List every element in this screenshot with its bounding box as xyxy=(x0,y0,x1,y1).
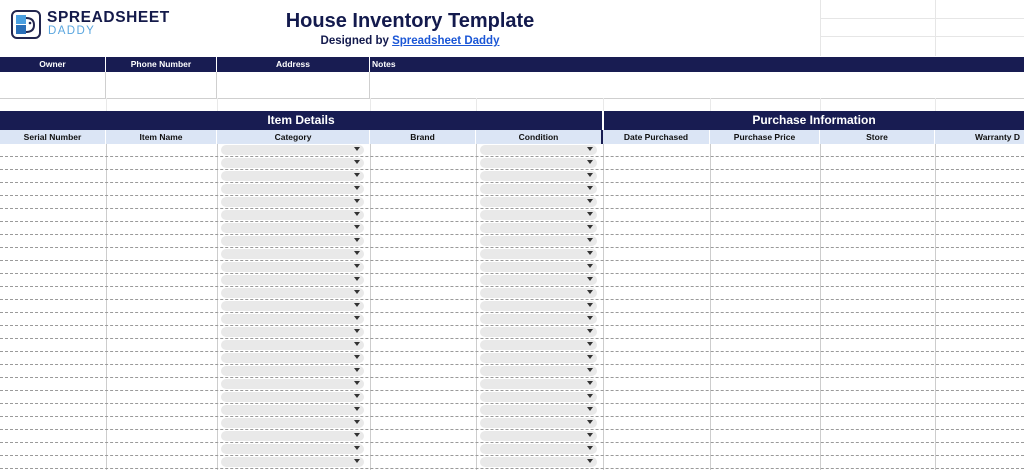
table-row[interactable] xyxy=(0,300,1024,313)
category-dropdown[interactable] xyxy=(221,340,364,350)
dropdown-arrow-icon xyxy=(587,160,593,164)
brand-subname: DADDY xyxy=(48,25,96,37)
category-dropdown[interactable] xyxy=(221,197,364,207)
category-dropdown[interactable] xyxy=(221,158,364,168)
dropdown-arrow-icon xyxy=(587,225,593,229)
dropdown-arrow-icon xyxy=(587,290,593,294)
condition-dropdown[interactable] xyxy=(480,288,597,298)
condition-dropdown[interactable] xyxy=(480,275,597,285)
dropdown-arrow-icon xyxy=(587,381,593,385)
notes-column-header: Notes xyxy=(372,59,396,69)
dropdown-arrow-icon xyxy=(354,446,360,450)
condition-dropdown[interactable] xyxy=(480,197,597,207)
condition-dropdown[interactable] xyxy=(480,210,597,220)
address-column-header: Address xyxy=(217,57,370,72)
table-row[interactable] xyxy=(0,443,1024,456)
category-dropdown[interactable] xyxy=(221,314,364,324)
category-dropdown[interactable] xyxy=(221,262,364,272)
condition-dropdown[interactable] xyxy=(480,444,597,454)
category-dropdown[interactable] xyxy=(221,301,364,311)
category-dropdown[interactable] xyxy=(221,444,364,454)
dropdown-arrow-icon xyxy=(354,225,360,229)
category-dropdown[interactable] xyxy=(221,145,364,155)
dropdown-arrow-icon xyxy=(587,238,593,242)
spreadsheet-daddy-logo-icon xyxy=(11,10,41,39)
category-dropdown[interactable] xyxy=(221,184,364,194)
table-row[interactable] xyxy=(0,209,1024,222)
condition-dropdown[interactable] xyxy=(480,249,597,259)
dropdown-arrow-icon xyxy=(354,355,360,359)
item-name-column-header: Item Name xyxy=(106,130,217,144)
category-dropdown[interactable] xyxy=(221,223,364,233)
category-dropdown[interactable] xyxy=(221,249,364,259)
table-row[interactable] xyxy=(0,430,1024,443)
store-column-header: Store xyxy=(820,130,935,144)
condition-dropdown[interactable] xyxy=(480,301,597,311)
owner-input-row xyxy=(0,72,1024,99)
dropdown-arrow-icon xyxy=(354,329,360,333)
category-dropdown[interactable] xyxy=(221,236,364,246)
category-dropdown[interactable] xyxy=(221,275,364,285)
table-row[interactable] xyxy=(0,352,1024,365)
dropdown-arrow-icon xyxy=(354,251,360,255)
item-details-section-header: Item Details xyxy=(0,111,602,130)
condition-dropdown[interactable] xyxy=(480,353,597,363)
table-row[interactable] xyxy=(0,339,1024,352)
condition-dropdown[interactable] xyxy=(480,457,597,467)
category-dropdown[interactable] xyxy=(221,457,364,467)
table-row[interactable] xyxy=(0,261,1024,274)
table-row[interactable] xyxy=(0,365,1024,378)
spreadsheet-daddy-link[interactable]: Spreadsheet Daddy xyxy=(392,35,500,47)
table-row[interactable] xyxy=(0,248,1024,261)
table-row[interactable] xyxy=(0,404,1024,417)
condition-column-header: Condition xyxy=(476,130,603,144)
condition-dropdown[interactable] xyxy=(480,418,597,428)
dropdown-arrow-icon xyxy=(587,212,593,216)
table-row[interactable] xyxy=(0,144,1024,157)
date-purchased-column-header: Date Purchased xyxy=(603,130,710,144)
table-row[interactable] xyxy=(0,157,1024,170)
condition-dropdown[interactable] xyxy=(480,379,597,389)
dropdown-arrow-icon xyxy=(354,212,360,216)
address-cell[interactable] xyxy=(217,72,370,98)
column-header-row xyxy=(0,130,1024,144)
owner-column-header: Owner xyxy=(0,57,106,72)
brand-name: SPREADSHEET xyxy=(47,9,170,26)
condition-dropdown[interactable] xyxy=(480,431,597,441)
dropdown-arrow-icon xyxy=(587,459,593,463)
table-row[interactable] xyxy=(0,274,1024,287)
condition-dropdown[interactable] xyxy=(480,171,597,181)
table-row[interactable] xyxy=(0,196,1024,209)
notes-cell[interactable] xyxy=(370,72,1024,98)
dropdown-arrow-icon xyxy=(587,433,593,437)
table-row[interactable] xyxy=(0,391,1024,404)
condition-dropdown[interactable] xyxy=(480,392,597,402)
dropdown-arrow-icon xyxy=(354,407,360,411)
table-row[interactable] xyxy=(0,313,1024,326)
phone-number-column-header: Phone Number xyxy=(106,57,217,72)
dropdown-arrow-icon xyxy=(587,277,593,281)
category-dropdown[interactable] xyxy=(221,327,364,337)
dropdown-arrow-icon xyxy=(587,251,593,255)
dropdown-arrow-icon xyxy=(587,329,593,333)
dropdown-arrow-icon xyxy=(354,459,360,463)
dropdown-arrow-icon xyxy=(587,303,593,307)
category-dropdown[interactable] xyxy=(221,392,364,402)
owner-cell[interactable] xyxy=(0,72,106,98)
dropdown-arrow-icon xyxy=(354,147,360,151)
dropdown-arrow-icon xyxy=(354,186,360,190)
dropdown-arrow-icon xyxy=(587,394,593,398)
category-dropdown[interactable] xyxy=(221,418,364,428)
condition-dropdown[interactable] xyxy=(480,158,597,168)
dropdown-arrow-icon xyxy=(587,420,593,424)
warranty-column-header: Warranty D xyxy=(975,132,1021,142)
brand-column-header: Brand xyxy=(370,130,476,144)
dropdown-arrow-icon xyxy=(587,264,593,268)
dropdown-arrow-icon xyxy=(587,316,593,320)
category-dropdown[interactable] xyxy=(221,171,364,181)
dropdown-arrow-icon xyxy=(354,368,360,372)
dropdown-arrow-icon xyxy=(354,316,360,320)
table-row[interactable] xyxy=(0,287,1024,300)
category-dropdown[interactable] xyxy=(221,405,364,415)
dropdown-arrow-icon xyxy=(354,160,360,164)
table-row[interactable] xyxy=(0,326,1024,339)
sheet-header xyxy=(0,0,1024,56)
condition-dropdown[interactable] xyxy=(480,223,597,233)
page-subtitle xyxy=(200,34,620,48)
page-title: House Inventory Template xyxy=(285,10,535,32)
dropdown-arrow-icon xyxy=(354,342,360,346)
condition-dropdown[interactable] xyxy=(480,262,597,272)
owner-header-row xyxy=(0,57,1024,72)
table-row[interactable] xyxy=(0,417,1024,430)
dropdown-arrow-icon xyxy=(354,199,360,203)
dropdown-arrow-icon xyxy=(354,433,360,437)
dropdown-arrow-icon xyxy=(354,264,360,268)
subtitle-prefix: Designed by xyxy=(320,35,393,47)
dropdown-arrow-icon xyxy=(587,147,593,151)
condition-dropdown[interactable] xyxy=(480,366,597,376)
inventory-grid[interactable] xyxy=(0,144,1024,470)
dropdown-arrow-icon xyxy=(587,342,593,346)
condition-dropdown[interactable] xyxy=(480,314,597,324)
dropdown-arrow-icon xyxy=(354,303,360,307)
table-row[interactable] xyxy=(0,378,1024,391)
table-row[interactable] xyxy=(0,222,1024,235)
dropdown-arrow-icon xyxy=(354,277,360,281)
purchase-price-column-header: Purchase Price xyxy=(710,130,820,144)
dropdown-arrow-icon xyxy=(354,420,360,424)
table-row[interactable] xyxy=(0,183,1024,196)
dropdown-arrow-icon xyxy=(354,238,360,242)
table-row[interactable] xyxy=(0,456,1024,469)
phone-number-cell[interactable] xyxy=(106,72,217,98)
dropdown-arrow-icon xyxy=(587,199,593,203)
dropdown-arrow-icon xyxy=(354,173,360,177)
condition-dropdown[interactable] xyxy=(480,184,597,194)
dropdown-arrow-icon xyxy=(587,446,593,450)
category-column-header: Category xyxy=(217,130,370,144)
category-dropdown[interactable] xyxy=(221,379,364,389)
table-row[interactable] xyxy=(0,170,1024,183)
dropdown-arrow-icon xyxy=(354,381,360,385)
dropdown-arrow-icon xyxy=(354,394,360,398)
dropdown-arrow-icon xyxy=(587,186,593,190)
dropdown-arrow-icon xyxy=(587,407,593,411)
table-row[interactable] xyxy=(0,235,1024,248)
category-dropdown[interactable] xyxy=(221,353,364,363)
dropdown-arrow-icon xyxy=(587,173,593,177)
condition-dropdown[interactable] xyxy=(480,340,597,350)
condition-dropdown[interactable] xyxy=(480,236,597,246)
condition-dropdown[interactable] xyxy=(480,327,597,337)
category-dropdown[interactable] xyxy=(221,288,364,298)
purchase-information-section-header: Purchase Information xyxy=(604,111,1024,130)
condition-dropdown[interactable] xyxy=(480,405,597,415)
condition-dropdown[interactable] xyxy=(480,145,597,155)
category-dropdown[interactable] xyxy=(221,431,364,441)
dropdown-arrow-icon xyxy=(587,355,593,359)
dropdown-arrow-icon xyxy=(587,368,593,372)
dropdown-arrow-icon xyxy=(354,290,360,294)
category-dropdown[interactable] xyxy=(221,366,364,376)
serial-number-column-header: Serial Number xyxy=(0,130,106,144)
category-dropdown[interactable] xyxy=(221,210,364,220)
